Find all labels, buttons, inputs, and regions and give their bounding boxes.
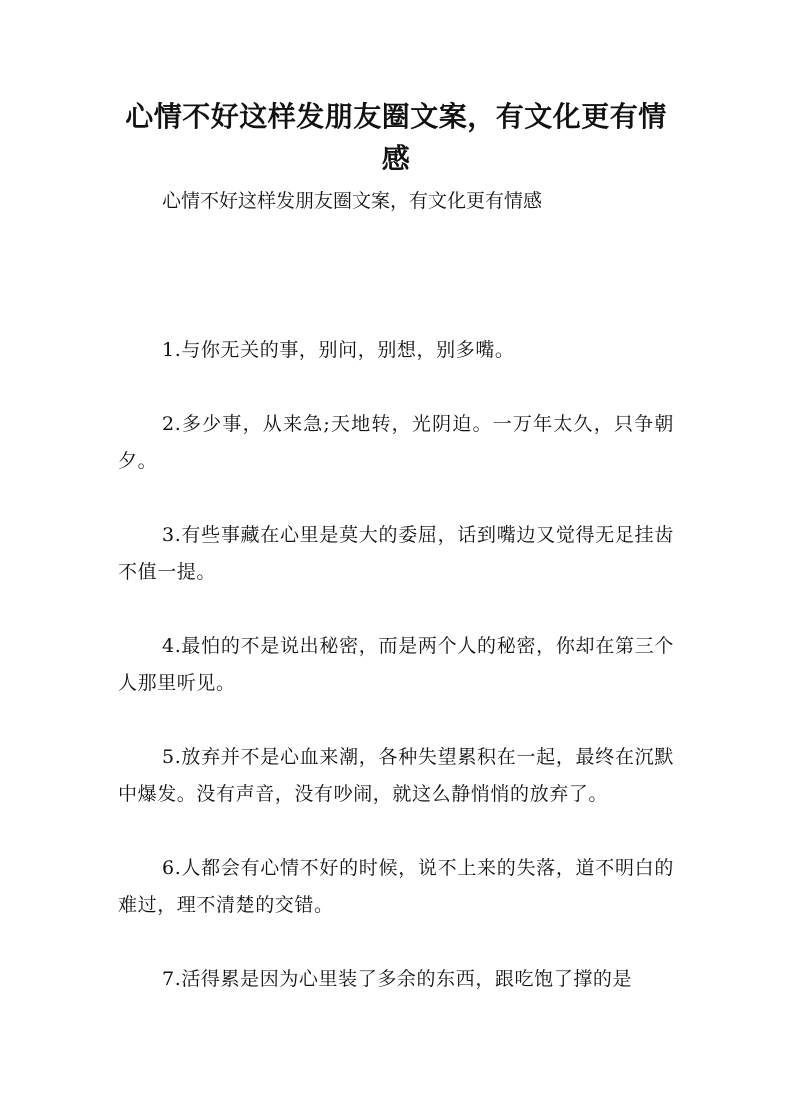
document-subtitle: 心情不好这样发朋友圈文案，有文化更有情感 <box>162 190 543 212</box>
quote-item-1: 1.与你无关的事，别问，别想，别多嘴。 <box>162 339 515 361</box>
quote-item-3: 3.有些事藏在心里是莫大的委屈，话到嘴边又觉得无足挂齿不值一提。 <box>118 524 674 583</box>
quote-item-6: 6.人都会有心情不好的时候，说不上来的失落，道不明白的难过，理不清楚的交错。 <box>118 857 674 916</box>
document-title: 心情不好这样发朋友圈文案，有文化更有情感 <box>125 100 667 175</box>
quote-item-2: 2.多少事，从来急;天地转，光阴迫。一万年太久，只争朝夕。 <box>118 413 674 472</box>
quote-item-7: 7.活得累是因为心里装了多余的东西，跟吃饱了撑的是 <box>162 968 633 990</box>
quote-item-5: 5.放弃并不是心血来潮，各种失望累积在一起，最终在沉默中爆发。没有声音，没有吵闹，就这么静悄悄的放弃了。 <box>118 746 674 805</box>
quote-item-4: 4.最怕的不是说出秘密，而是两个人的秘密，你却在第三个人那里听见。 <box>118 635 674 694</box>
